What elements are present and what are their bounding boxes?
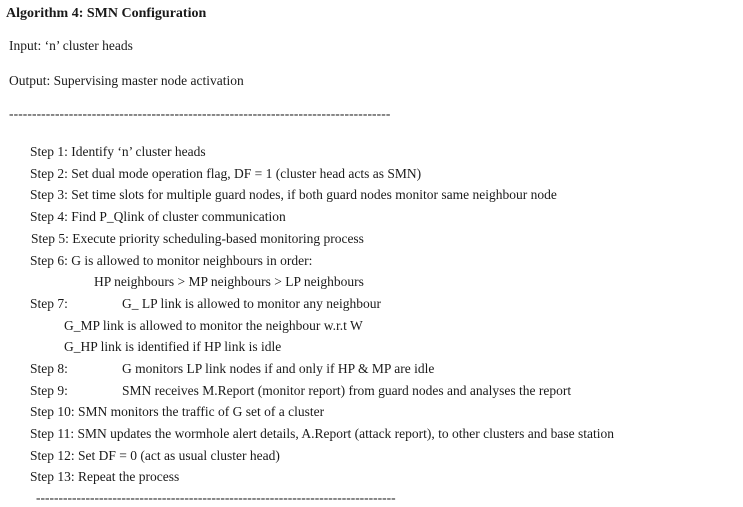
step-1 [30,144,206,160]
step-11 [30,426,614,442]
separator-top: ----------------------------------------------------------------------------------- [9,106,391,121]
step-9-label: Step 9: [30,383,68,398]
step-4-text: Find P_Qlink of cluster communication [71,209,286,224]
step-6-order: HP neighbours > MP neighbours > LP neighbours [94,274,364,289]
step-6-label: Step 6: [30,253,68,268]
step-11-text: SMN updates the wormhole alert details, A.Report (attack report), to other clusters and base station [77,426,614,441]
step-1-label: Step 1: [30,144,68,159]
step-12-text: Set DF = 0 (act as usual cluster head) [78,448,280,463]
step-12 [30,448,280,464]
step-11-label: Step 11: [30,426,75,441]
step-2-text: Set dual mode operation flag, DF = 1 (cluster head acts as SMN) [71,166,422,181]
step-13-text: Repeat the process [78,469,180,484]
step-12-label: Step 12: [30,448,75,463]
algorithm-output: Output: Supervising master node activation [9,73,244,88]
step-1-text: Identify ‘n’ cluster heads [71,144,206,159]
step-5 [31,231,364,247]
step-13 [30,469,179,485]
step-3 [30,187,557,203]
step-8-label: Step 8: [30,361,68,376]
step-7-label: Step 7: [30,296,68,311]
step-8-text: G monitors LP link nodes if and only if HP & MP are idle [122,361,435,376]
algorithm-input: Input: ‘n’ cluster heads [9,38,133,53]
step-6 [30,253,312,269]
step-10-text: SMN monitors the traffic of G set of a cluster [78,404,325,419]
separator-bottom: -------------------------------------------------------------------------------- [36,490,396,505]
step-13-label: Step 13: [30,469,75,484]
step-9-text: SMN receives M.Report (monitor report) from guard nodes and analyses the report [122,383,572,398]
step-7-hp: G_HP link is identified if HP link is idle [64,339,282,354]
step-6-text: G is allowed to monitor neighbours in order: [71,253,313,268]
step-2 [30,166,421,182]
step-7-text: G_ LP link is allowed to monitor any neighbour [122,296,381,311]
step-7-mp: G_MP link is allowed to monitor the neighbour w.r.t W [64,318,363,333]
step-4 [30,209,286,225]
step-3-label: Step 3: [30,187,68,202]
step-5-label: Step 5: [31,231,69,246]
step-3-text: Set time slots for multiple guard nodes, if both guard nodes monitor same neighbour node [71,187,557,202]
step-5-text: Execute priority scheduling-based monitoring process [72,231,364,246]
step-10-label: Step 10: [30,404,75,419]
step-4-label: Step 4: [30,209,68,224]
algorithm-title: Algorithm 4: SMN Configuration [6,6,207,21]
step-10 [30,404,324,420]
step-2-label: Step 2: [30,166,68,181]
